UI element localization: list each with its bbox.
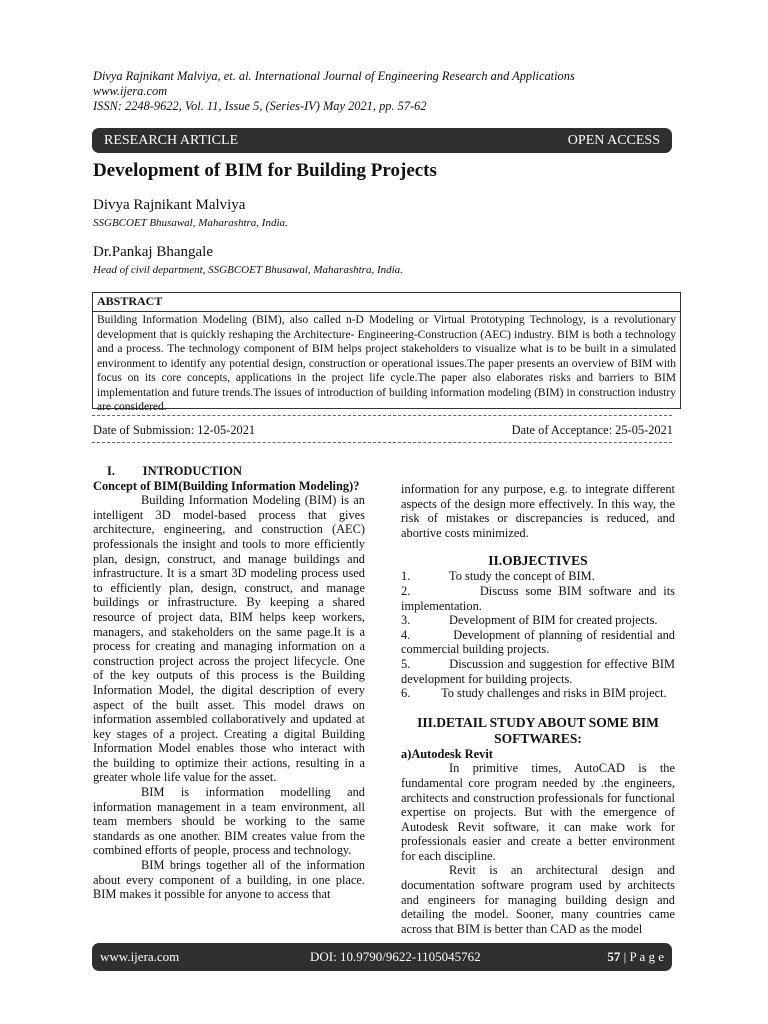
objective-text: Development of planning of residential and commercial building projects. xyxy=(401,627,675,657)
abstract-divider xyxy=(93,311,680,312)
submission-date: Date of Submission: 12-05-2021 xyxy=(93,423,256,437)
objective-text: Discuss some BIM software and its implementation. xyxy=(401,583,676,613)
journal-url: www.ijera.com xyxy=(93,84,168,98)
objective-item xyxy=(401,569,675,584)
page-word: | P a g e xyxy=(620,949,664,964)
objective-number: 5. xyxy=(401,656,411,671)
author-affiliation: SSGBCOET Bhusawal, Maharashtra, India. xyxy=(93,217,288,229)
objective-number: 6. xyxy=(401,686,411,701)
author-name: Dr.Pankaj Bhangale xyxy=(93,244,213,260)
paper-title: Development of BIM for Building Projects xyxy=(93,160,437,181)
left-column xyxy=(93,464,365,902)
footer-page xyxy=(607,949,664,965)
objective-text: Discussion and suggestion for effective BIM development for building projects. xyxy=(401,656,675,686)
journal-citation: Divya Rajnikant Malviya, et. al. International Journal of Engineering Research and Applications xyxy=(93,69,575,83)
page-footer xyxy=(92,943,672,971)
objective-item xyxy=(401,613,675,628)
author-name: Divya Rajnikant Malviya xyxy=(93,197,246,213)
abstract-box xyxy=(92,292,681,413)
objective-number: 1. xyxy=(401,569,411,584)
right-column xyxy=(401,482,675,936)
introduction-subheading: Concept of BIM(Building Information Modeling)? xyxy=(93,478,360,493)
introduction-paragraph: information for any purpose, e.g. to integrate different aspects of the design more effectively. In this way, the risk of mistakes or discrepancies is reduced, and abortive costs minimized. xyxy=(401,482,675,540)
section3-heading: III.DETAIL STUDY ABOUT SOME BIM SOFTWARES: xyxy=(417,714,659,746)
dates-row xyxy=(93,423,673,438)
objective-text: To study challenges and risks in BIM project. xyxy=(441,686,667,701)
introduction-paragraph: BIM is information modelling and information management in a team environment, all team members should be working to the same standards as one another. BIM creates value from the combined efforts of people, process and technology. xyxy=(93,785,365,858)
introduction-paragraph: BIM brings together all of the information about every component of a building, in one place. BIM makes it possible for anyone to access that xyxy=(93,858,365,902)
section3-subheading: a)Autodesk Revit xyxy=(401,746,493,761)
objective-text: Development of BIM for created projects. xyxy=(449,613,658,628)
objective-item xyxy=(401,584,675,613)
objectives-heading: II.OBJECTIVES xyxy=(488,553,588,569)
objective-item xyxy=(401,628,675,657)
objective-item xyxy=(401,657,675,686)
research-article-label: RESEARCH ARTICLE xyxy=(104,132,239,148)
objective-item xyxy=(401,686,675,701)
page-number: 57 xyxy=(607,949,621,964)
dashed-divider xyxy=(92,415,672,416)
author-affiliation: Head of civil department, SSGBCOET Bhusawal, Maharashtra, India. xyxy=(93,264,403,276)
introduction-heading: I. INTRODUCTION xyxy=(107,464,242,478)
objective-text: To study the concept of BIM. xyxy=(449,569,595,584)
footer-doi: DOI: 10.9790/9622-1105045762 xyxy=(310,949,481,964)
footer-site: www.ijera.com xyxy=(100,949,180,964)
open-access-label: OPEN ACCESS xyxy=(567,132,660,148)
dashed-divider xyxy=(92,442,672,443)
introduction-paragraph: Building Information Modeling (BIM) is an intelligent 3D model-based process that gives architecture, engineering, and construction (AEC) professionals the insight and tools to more efficiently plan, design, construct, and manage buildings and infrastructure. It is a smart 3D modeling process used to efficiently plan, design, construct, and manage buildings or infrastructure. By keeping a shared resource of project data, BIM helps keep workers, managers, and stakeholders on the same page.It is a process for creating and managing information on a construction project across the project lifecycle. One of the key outputs of this process is the Building Information Model, the digital description of every aspect of the built asset. This model draws on information assembled collaboratively and updated at key stages of a project. Creating a digital Building Information Model enables those who interact with the building to optimize their actions, resulting in a greater whole life value for the asset. xyxy=(93,493,365,785)
journal-issn: ISSN: 2248-9622, Vol. 11, Issue 5, (Series-IV) May 2021, pp. 57-62 xyxy=(93,99,427,113)
journal-header xyxy=(93,69,693,114)
abstract-text: Building Information Modeling (BIM), also called n-D Modeling or Virtual Prototyping Technology, is a revolutionary development that is quickly reshaping the Architecture- Engineering-Construction (AEC) industry. BIM is both a technology and a process. The technology component of BIM helps project stakeholders to visualize what is to be built in a simulated environment to identify any potential design, construction or operational issues.The paper presents an overview of BIM with focus on its core concepts, applications in the project life cycle.The paper also elaborates risks and barriers to BIM implementation and future trends.The issues of introduction of building information modeling (BIM) in construction industry are considered. xyxy=(97,314,676,413)
objective-number: 2. xyxy=(401,583,411,598)
objective-number: 3. xyxy=(401,613,411,628)
section3-paragraph: Revit is an architectural design and documentation software program used by architects and engineers for managing building design and detailing the model. Sooner, many countries came across that BIM is better than CAD as the model xyxy=(401,863,675,936)
section3-paragraph: In primitive times, AutoCAD is the fundamental core program needed by .the engineers, architects and construction professionals for functional expertise on projects. But with the emergence of Autodesk Revit software, it can make work for professionals easier and create a better environment for each discipline. xyxy=(401,761,675,863)
objective-number: 4. xyxy=(401,627,411,642)
article-type-band xyxy=(92,128,672,153)
abstract-heading: ABSTRACT xyxy=(97,294,163,308)
acceptance-date: Date of Acceptance: 25-05-2021 xyxy=(511,423,673,437)
